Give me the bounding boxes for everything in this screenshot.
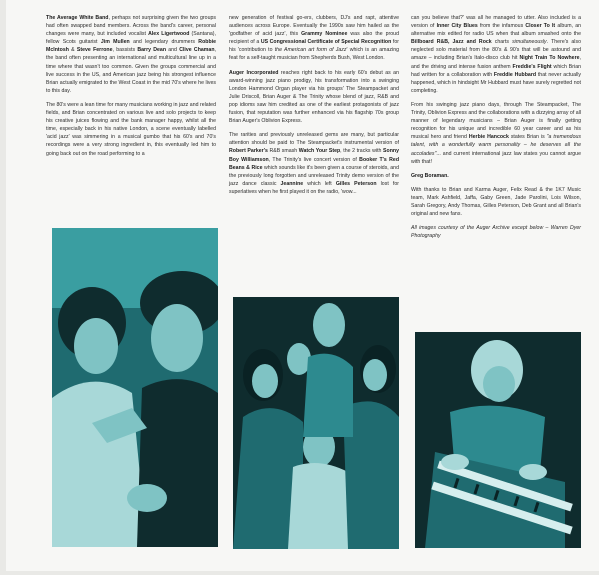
photo-two-musicians-image (52, 228, 218, 547)
photo-two-musicians (52, 228, 218, 547)
paragraph: can you believe that?' was all he managed to utter. Also included is a version of Inner City Blues from the infamous Closer To It album, an alternative mix edited for radio US when that album smashed onto the Billboard R&B, Jazz and Rock charts simultaneously. There's also neglected solo material from the 80's & 90's that will be astound and amaze – including Brian's Italo-disco club hit Night Train To Nowhere, and the driving and intense fusion anthem Freddie's Flight which Brian had written for a collaboration with Freddie Hubbard that never actually happened, which in hindsight Mr Hubbard must have surely regretted not completing. (411, 15, 581, 94)
paragraph: The 80's were a lean time for many musicians working in jazz and related fields, and Brian concentrated on various live and solo projects to keep his creative juices flowing and the bank manager happy, whilst all the time, especially back in his native London, a scene eventually labelled 'acid jazz' was simmering in a musical gumbo that his 60's and 70's recordings were a very strong ingredient in, this eventually led him to going back out on the road performing to a (46, 101, 216, 157)
text-column-middle (229, 14, 399, 202)
text-column-right (411, 14, 581, 246)
band-name: The Average White Band (46, 15, 109, 21)
paragraph: From his swinging jazz piano days, through The Steampacket, The Trinity, Oblivion Express and the collaborations with a dizzying array of all manner of legendary musicians – Brian Auger is finally getting recognition for his unique and incredible 60 year career and as his musical hero and friend Herbie Hancock states Brian is "a tremendous talent, with a wonderfully warm personality – he deserves all the accolades"... and current international jazz law states you cannot argue with that! (411, 101, 581, 165)
acknowledgements: With thanks to Brian and Karma Auger, Felix Read & the 1K7 Music team, Mark Ashfield, Jaffa, Gaby Green, Jade Parolini, Lois Wilson, Sarah Gregory, Andy Thomas, Gilles Peterson, Deb Grant and all Brian's original and new fans. (411, 186, 581, 218)
author-signature: Greg Boraman. (411, 172, 449, 179)
paragraph: The Average White Band, perhaps not surprising given the two groups had often swapped band members. Across the band's career, personal changes were many, but included vocalist Alex Ligertwood (Santana), fellow Scots guitarist Jim Mullen and legendary drummers Robbie McIntosh & Steve Ferrone, bassists Barry Dean and Clive Chaman, the band often presenting an international and multicultural line up in a time where that wasn't too common. Given the groups commercial and live success in the US, and American jazz being his strongest influence Brian actually emigrated to the West Coast in the mid 70's where he lives to this day. (46, 15, 216, 94)
paragraph: The rarities and previously unreleased gems are many, but particular attention should be paid to The Steampacket's instrumental version of Robert Parker's R&B smash Watch Your Step, the 2 tracks with Sonny Boy Williamson, The Trinity's live concert version of Booker T's Red Beans & Rice which sounds like it's been given a course of steroids, and the previously long forgotten and unreleased Trinity demo version of the jazz dance classic Jeannine which left Gilles Peterson lost for superlatives when he first played it on the radio, 'wow... (229, 132, 400, 195)
photo-band-group-image (233, 297, 399, 549)
text-column-left (46, 14, 216, 164)
photo-organist-keyboard (415, 332, 581, 548)
paragraph: Auger Incorporated reaches right back to his early 60's debut as an award-winning jazz piano prodigy, his transformation into a swinging London Hammond Organ player via his groups' The Steampacket and Julie Driscoll, Brian Auger & The Trinity whose blend of jazz, R&B and pop idioms saw him credited as one of the earliest protagonists of jazz fusion, that reputation was further enhanced via his flagship 70s group Brian Auger's Oblivion Express. (229, 69, 399, 125)
paragraph: new generation of festival go-ers, clubbers, DJ's and rapt, attentive audiences across Europe. Eventually the 1990s saw him hailed as the 'godfather of acid jazz', this Grammy Nominee was also the proud recipient of a US Congressional Certificate of Special Recognition for his 'contribution to the American art form of Jazz' which is an amazing feat for a self-taught musician from Shepherds Bush, West London. (229, 15, 400, 62)
photo-credit: All images courtesy of the Auger Archive except below – Warren Dyer Photography (411, 225, 581, 240)
photo-organist-keyboard-image (415, 332, 581, 548)
photo-band-group (233, 297, 399, 549)
